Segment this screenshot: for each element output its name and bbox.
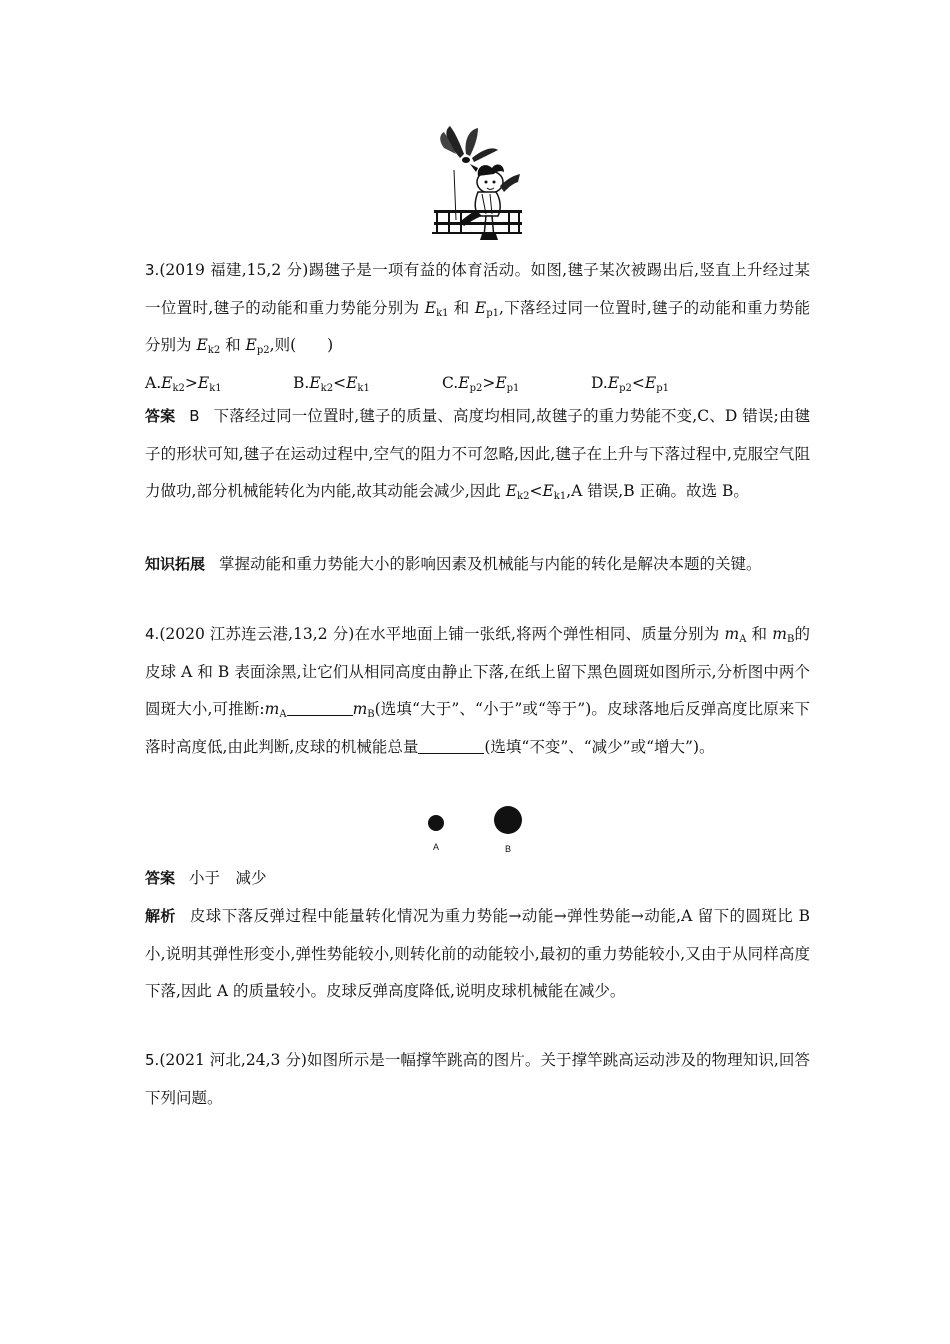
spot-b [494, 806, 522, 834]
spot-a [428, 815, 444, 831]
question-3-options [145, 365, 810, 401]
conjunction-and: 和 [220, 336, 246, 354]
question-3-answer: 答案 B 下落经过同一位置时,毽子的质量、高度均相同,故毽子的重力势能不变,C、D 错误;由毽子的形状可知,毽子在运动过程中,空气的阻力不可忽略,因此,毽子在上升与下落过程中,克服空气阻力做功,部分机械能转化为内能,故其动能会减少,因此 $E_{k2}<E_{k1},A$ 错误,B 正确。故选 B。 [145, 407, 810, 502]
option-a[interactable]: $A.E_{k2}>E_{k1}$ [145, 374, 222, 394]
answer-letter: B [189, 407, 200, 425]
answer-text-b: ,A 错误,B 正确。故选 B。 [566, 482, 749, 500]
question-4-stem-text-c: (选填“大于”、“小于”或“等于”)。皮球落地后反弹高度比原来下落时高度低,由此判断,皮球的机械能总量 [145, 700, 810, 756]
question-5-number: 5. [145, 1051, 160, 1069]
subscript-k1: k1 [436, 307, 449, 319]
answer-text-a: 下落经过同一位置时,毽子的质量、高度均相同,故毽子的重力势能不变,C、D 错误;由毽子的形状可知,毽子在运动过程中,空气的阻力不可忽略,因此,毽子在上升与下落过程中,克服空气阻力做功,部分机械能转化为内能,故其动能会减少,因此 [145, 407, 810, 500]
shuttlecock-illustration [430, 124, 522, 242]
answer-blank-1[interactable] [287, 699, 353, 716]
subscript-p1: p1 [486, 307, 499, 319]
analysis-label: 解析 [145, 907, 176, 925]
question-4-analysis [145, 898, 810, 1011]
question-3-number: 3. [145, 261, 160, 279]
question-4-stem-text-b: 的皮球 A 和 B 表面涂黑,让它们从相同高度由静止下落,在纸上留下黑色圆斑如图所示,分析图中两个圆斑大小,可推断: [145, 625, 810, 718]
option-b[interactable]: $B.E_{k2}<E_{k1}$ [293, 374, 370, 394]
symbol-e: E [474, 298, 487, 317]
question-4-stem-text-d: (选填“不变”、“减少”或“增大”)。 [484, 737, 715, 756]
subscript-p2: p2 [256, 345, 270, 356]
question-4-stem: 4.(2020 江苏连云港,13,2 分)在水平地面上铺一张纸,将两个弹性相同、质量分别为 $m_A$ 和 $m_B$的皮球 A 和 B 表面涂黑,让它们从相同高度由静止下落,在纸上留下黑色圆斑如图所示,分析图中两个圆斑大小,可推断$:m_A$ $m_B$(选填“大于”、“小于”或“等于”)。皮球落地后反弹高度比原来下落时高度低,由此判断,皮球的机械能总量 (选填“不变”、“减少”或“增大”)。 [145, 625, 810, 756]
conjunction-and: 和 [448, 298, 475, 317]
spot-a-label: A [433, 842, 440, 852]
question-3-stem [145, 252, 810, 365]
spot-b-label: B [505, 844, 512, 854]
subscript-k2: k2 [207, 345, 221, 356]
question-4-answer [145, 860, 810, 898]
option-d[interactable]: $D.E_{p2}<E_{p1}$ [591, 374, 669, 394]
answer-text: 小于 减少 [189, 869, 267, 887]
option-c[interactable]: $C.E_{p2}>E_{p1}$ [442, 374, 520, 394]
question-4-number: 4. [145, 625, 160, 643]
question-3-extension [145, 546, 815, 584]
answer-blank-2[interactable] [418, 737, 484, 754]
question-4-source: (2020 江苏连云港,13,2 分) [159, 625, 355, 643]
question-3-source: (2019 福建,15,2 分) [159, 261, 309, 279]
question-5-source: (2021 河北,24,3 分) [159, 1051, 307, 1069]
answer-label: 答案 [145, 407, 176, 425]
answer-label: 答案 [145, 869, 176, 887]
question-3-stem-text-a: 踢毽子是一项有益的体育活动。如图,毽子某次被踢出后,竖直上升经过某一位置时,毽子的动能和重力势能分别为 [145, 261, 810, 317]
analysis-text: 皮球下落反弹过程中能量转化情况为重力势能→动能→弹性势能→动能,A 留下的圆斑比 B 小,说明其弹性形变小,弹性势能较小,则转化前的动能较小,最初的重力势能较小,又由于从同样高度下落,因此 A 的质量较小。皮球反弹高度降低,说明皮球机械能在减少。 [145, 907, 810, 1000]
question-4-stem-text-a: 在水平地面上铺一张纸,将两个弹性相同、质量分别为 [354, 625, 725, 643]
question-5-stem [145, 1042, 810, 1117]
question-3-stem-text-b: ,下落经过同一位置时,毽子的动能和重力势能分别为 [145, 298, 811, 354]
question-3-stem-text-c: ,则( ) [269, 336, 334, 354]
extension-label: 知识拓展 [145, 555, 206, 573]
extension-text: 掌握动能和重力势能大小的影响因素及机械能与内能的转化是解决本题的关键。 [219, 555, 762, 573]
question-5-stem-text: 如图所示是一幅撑竿跳高的图片。关于撑竿跳高运动涉及的物理知识,回答下列问题。 [145, 1051, 810, 1107]
symbol-e: E [424, 298, 437, 317]
symbol-e: E [245, 336, 257, 354]
symbol-e: E [196, 336, 208, 354]
